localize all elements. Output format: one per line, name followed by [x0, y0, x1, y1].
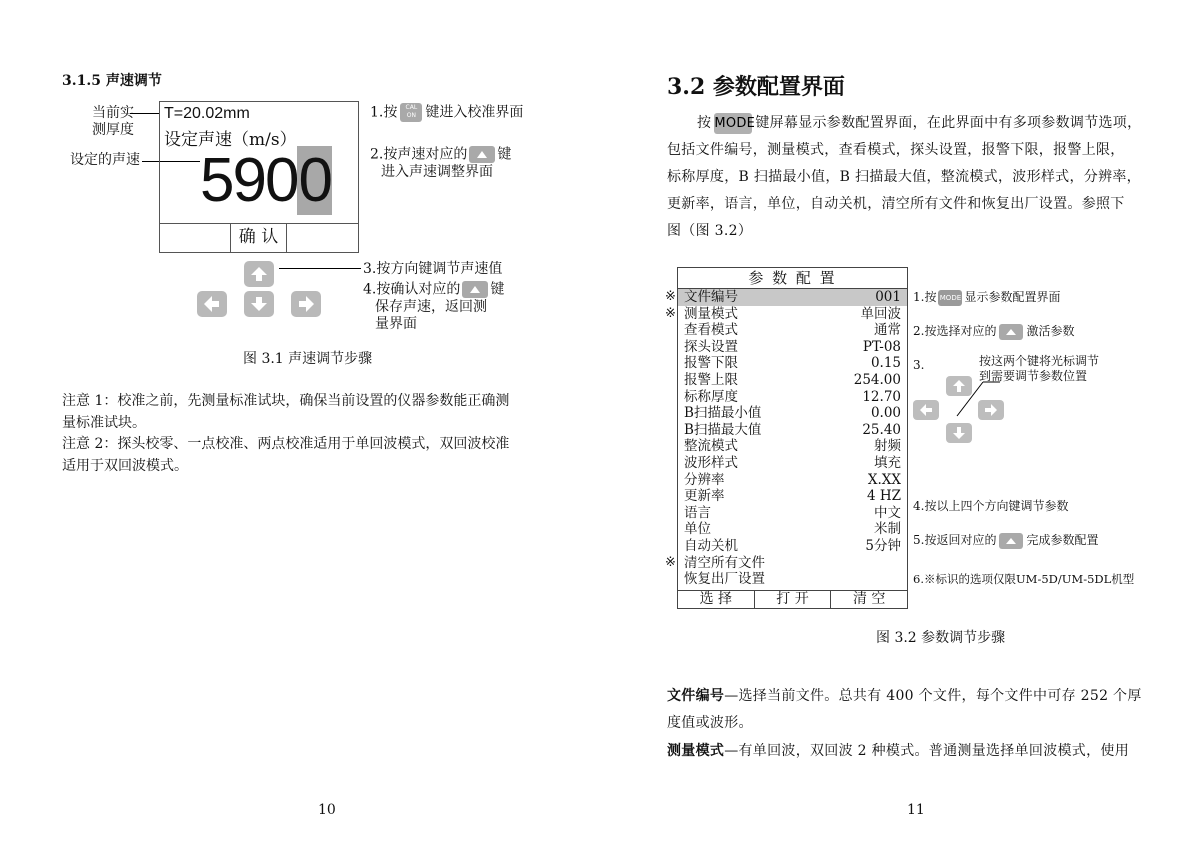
up-softkey-icon: [462, 281, 488, 298]
section-heading: 3.1.5 声速调节: [62, 73, 162, 89]
menu-title: 参 数 配 置: [678, 268, 907, 289]
intro-paragraph: 按 MODE键屏幕显示参数配置界面，在此界面中有多项参数调节选项， 包括文件编号，测量模式，查看模式，探头设置，报警下限，报警上限， 标称厚度，B 扫描最小值，B 扫描最大值，整流模式，波形样式，分辨率， 更新率，语言，单位，自动关机，清空所有文件和恢复出厂设置。参照下 图（图 3.2）: [667, 110, 1157, 245]
step-r3-number: 3.: [913, 358, 925, 372]
menu-item-alarm-low[interactable]: 报警下限 0.15: [684, 355, 901, 372]
figure-caption: 图 3.1 声速调节步骤: [243, 351, 373, 367]
menu-item-resolution[interactable]: 分辨率 X.XX: [684, 471, 901, 488]
restricted-marker: ※: [665, 555, 676, 570]
mode-key-icon: MODE: [714, 113, 752, 134]
mode-key-icon: MODE: [938, 290, 962, 306]
up-softkey-icon: [999, 324, 1023, 340]
callout-line: [279, 268, 361, 269]
menu-item-file-number[interactable]: 文件编号 001: [678, 289, 907, 306]
step-r3: 按这两个键将光标调节 到需要调节参数位置: [979, 354, 1100, 383]
section-title: 3.2 参数配置界面: [667, 74, 845, 100]
menu-item-update-rate[interactable]: 更新率 4 HZ: [684, 488, 901, 505]
menu-item-factory-reset[interactable]: 恢复出厂设置: [684, 571, 765, 588]
restricted-marker: ※: [665, 289, 676, 304]
menu-item-unit[interactable]: 单位 米制: [684, 521, 901, 538]
device-screen: [159, 101, 359, 253]
figure-caption: 图 3.2 参数调节步骤: [876, 630, 1006, 646]
definitions: 文件编号—选择当前文件。总共有 400 个文件，每个文件中可存 252 个厚 度值或波形。 测量模式—有单回波，双回波 2 种模式。普通测量选择单回波模式，使用: [667, 687, 1142, 759]
step-4: 4.按确认对应的 键 保存声速，返回测 量界面: [363, 281, 505, 332]
cal-key-icon: CAL ON: [400, 103, 422, 122]
arrow-up-icon: [244, 261, 274, 287]
softkey-select[interactable]: 选 择: [678, 591, 755, 609]
speed-value: 5900: [200, 146, 331, 215]
callout-speed: 设定的声速: [70, 152, 140, 168]
step-r5: 5.按返回对应的 完成参数配置: [913, 533, 1099, 547]
thickness-readout: T=20.02mm: [164, 105, 250, 122]
screen-title: 设定声速（m/s）: [164, 130, 297, 150]
step-r6: 6.※标识的选项仅限UM-5D/UM-5DL机型: [913, 572, 1135, 586]
menu-item-language[interactable]: 语言 中文: [684, 504, 901, 521]
callout-line: [130, 113, 160, 114]
menu-item-alarm-high[interactable]: 报警上限 254.00: [684, 372, 901, 388]
menu-item-waveform-style[interactable]: 波形样式 填充: [684, 455, 901, 471]
menu-item-rectify-mode[interactable]: 整流模式 射频: [684, 438, 901, 455]
pointer-lines: [955, 380, 1005, 420]
step-r2: 2.按选择对应的 激活参数: [913, 324, 1075, 338]
step-r4: 4.按以上四个方向键调节参数: [913, 499, 1069, 513]
arrow-down-icon: [244, 291, 274, 317]
page-number: 11: [907, 802, 925, 818]
step-r1: 1.按 MODE 显示参数配置界面: [913, 290, 1061, 304]
menu-item-auto-off[interactable]: 自动关机 5分钟: [684, 538, 901, 554]
step-2: 2.按声速对应的 键 进入声速调整界面: [370, 146, 512, 180]
softkey-confirm[interactable]: 确 认: [230, 223, 287, 252]
softkey-clear[interactable]: 清 空: [852, 591, 886, 607]
up-softkey-icon: [999, 533, 1023, 549]
step-1: 1.按 CAL ON 键进入校准界面: [370, 104, 524, 121]
menu-item-probe[interactable]: 探头设置 PT-08: [684, 338, 901, 355]
menu-item-bscan-max[interactable]: B扫描最大值 25.40: [684, 421, 901, 438]
cursor-digit: 0: [298, 146, 331, 215]
page-number: 10: [318, 802, 336, 818]
menu-item-clear-files[interactable]: 清空所有文件: [684, 554, 765, 571]
arrow-left-icon: [913, 400, 939, 420]
step-3: 3.按方向键调节声速值: [363, 261, 503, 277]
arrow-down-icon: [946, 423, 972, 443]
menu-item-bscan-min[interactable]: B扫描最小值 0.00: [684, 405, 901, 422]
softkey-open[interactable]: 打 开: [755, 591, 832, 609]
softkey-bar: [678, 590, 907, 609]
menu-item-view-mode[interactable]: 查看模式 通常: [684, 322, 901, 339]
arrow-right-icon: [291, 291, 321, 317]
restricted-marker: ※: [665, 306, 676, 321]
up-softkey-icon: [469, 146, 495, 163]
arrow-left-icon: [197, 291, 227, 317]
menu-item-measure-mode[interactable]: 测量模式 单回波: [684, 305, 901, 322]
menu-item-nominal-thickness[interactable]: 标称厚度 12.70: [684, 388, 901, 405]
notes: 注意 1：校准之前，先测量标准试块，确保当前设置的仪器参数能正确测 量标准试块。 注意 2：探头校零、一点校准、两点校准适用于单回波模式，双回波校准 适用于双回波模式。: [62, 393, 510, 474]
settings-menu: [677, 267, 908, 609]
callout-thickness: 当前实 测厚度: [92, 105, 134, 138]
